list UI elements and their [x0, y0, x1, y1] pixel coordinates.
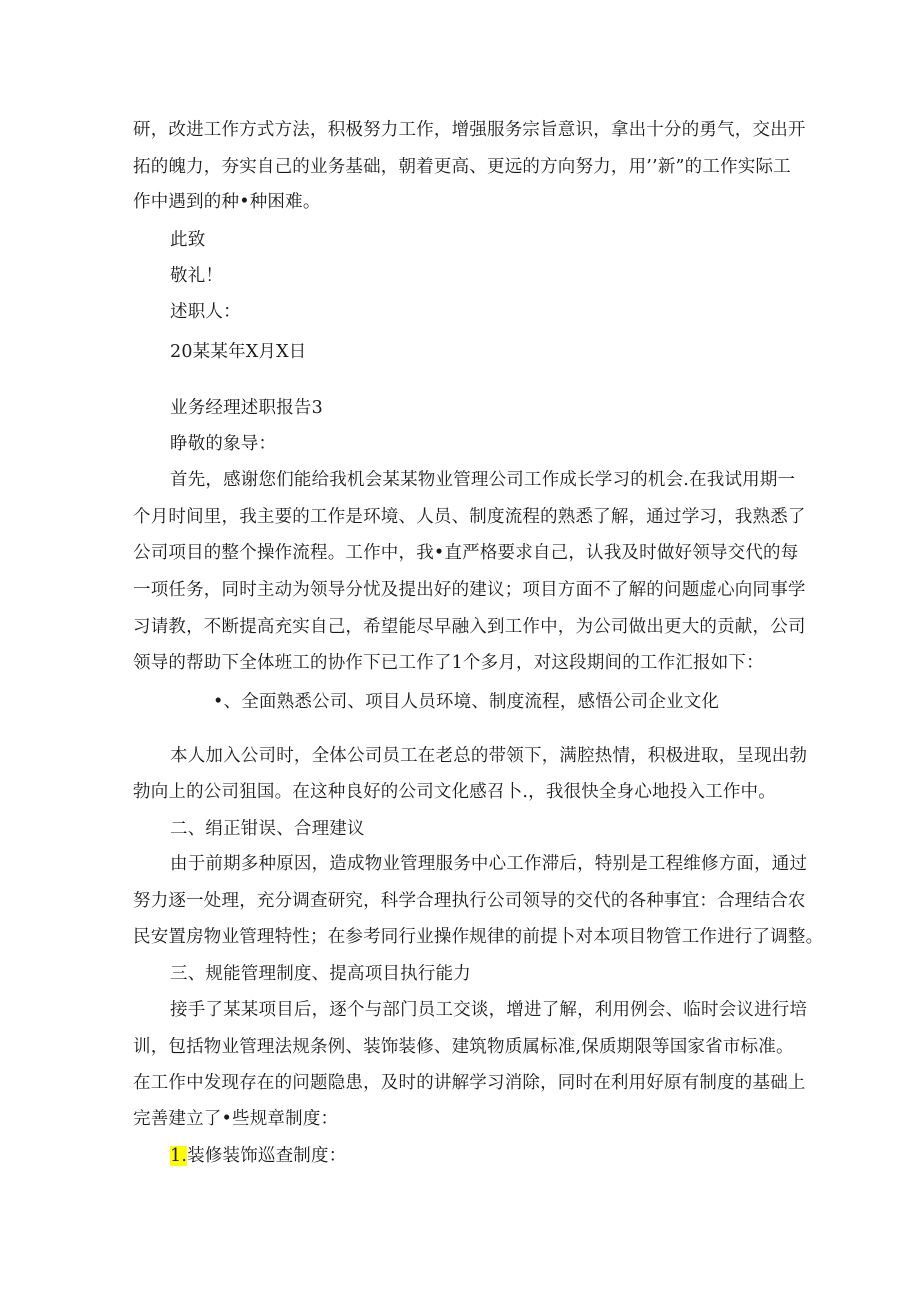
paragraph-line: 本人加入公司时，全体公司员工在老总的带领下，满腔热情，积极进取，呈现出勃	[170, 746, 808, 766]
paragraph-line: 公司项目的整个操作流程。工作中，我•直严格要求自己，认我及时做好领导交代的每	[133, 543, 799, 563]
paragraph-line: 个月时间里，我主要的工作是环境、人员、制度流程的熟悉了解，通过学习，我熟悉了	[133, 507, 806, 527]
signer-label: 述职人：	[170, 302, 241, 322]
paragraph-line: 由于前期多种原因，造成物业管理服务中心工作滞后，特别是工程维修方面，通过	[170, 854, 808, 874]
paragraph-line: 训，包括物业管理法规条例、装饰装修、建筑物质属标准,保质期限等国家省市标准。	[133, 1037, 794, 1057]
paragraph-line: 努力逐一处理，充分调查研究，科学合理执行公司领导的交代的各种事宜：合理结合农	[133, 891, 806, 911]
list-item-1	[170, 1144, 346, 1168]
greeting: 睁敬的象导：	[170, 434, 277, 454]
section-heading-1: •、全面熟悉公司、项目人员环境、制度流程，感悟公司企业文化	[213, 692, 720, 712]
paragraph-line: 领导的帮助下全体班工的协作下已工作了1个多月，对这段期间的工作汇报如下：	[133, 653, 764, 673]
report-title: 业务经理述职报告3	[170, 398, 323, 418]
list-item-number: 1.	[170, 1146, 188, 1166]
paragraph-line: 民安置房物业管理特性；在参考同行业操作规律的前提卜对本项目物管工作进行了调整。	[133, 927, 824, 947]
paragraph-line: 拓的魄力，夯实自己的业务基础，朝着更高、更远的方向努力，用’’新”的工作实际工	[133, 157, 791, 177]
paragraph-line: 在工作中发现存在的问题隐患，及时的讲解学习消除，同时在利用好原有制度的基础上	[133, 1073, 806, 1093]
paragraph-line: 接手了某某项目后，逐个与部门员工交谈，增进了解，利用例会、临时会议进行培	[170, 1000, 808, 1020]
report-date: 20某某年X月X日	[170, 342, 307, 362]
paragraph-line: 作中遇到的种•种困难。	[133, 192, 321, 212]
paragraph-line: 完善建立了•些规章制度：	[133, 1109, 339, 1129]
paragraph-line: 勃向上的公司狙国。在这种良好的公司文化感召卜.，我很快全身心地投入工作中。	[133, 782, 776, 802]
paragraph-line: 研，改进工作方式方法，积极努力工作，增强服务宗旨意识，拿出十分的勇气，交出开	[133, 120, 806, 140]
paragraph-line: 首先，感谢您们能给我机会某某物业管理公司工作成长学习的机会.在我试用期一	[170, 470, 796, 490]
paragraph-line: 一项任务，同时主动为领导分忧及提出好的建议；项目方面不了解的问题虚心向同事学	[133, 580, 806, 600]
closing-salutation: 此致	[170, 230, 206, 250]
list-item-text: 装修装饰巡查制度：	[187, 1146, 347, 1166]
section-heading-2: 二、绢正钳误、合理建议	[170, 819, 365, 839]
section-heading-3: 三、规能管理制度、提高项目执行能力	[170, 964, 471, 984]
paragraph-line: 习请教，不断提高充实自己，希望能尽早融入到工作中，为公司做出更大的贡献，公司	[133, 617, 806, 637]
closing-regards: 敬礼！	[170, 266, 224, 286]
